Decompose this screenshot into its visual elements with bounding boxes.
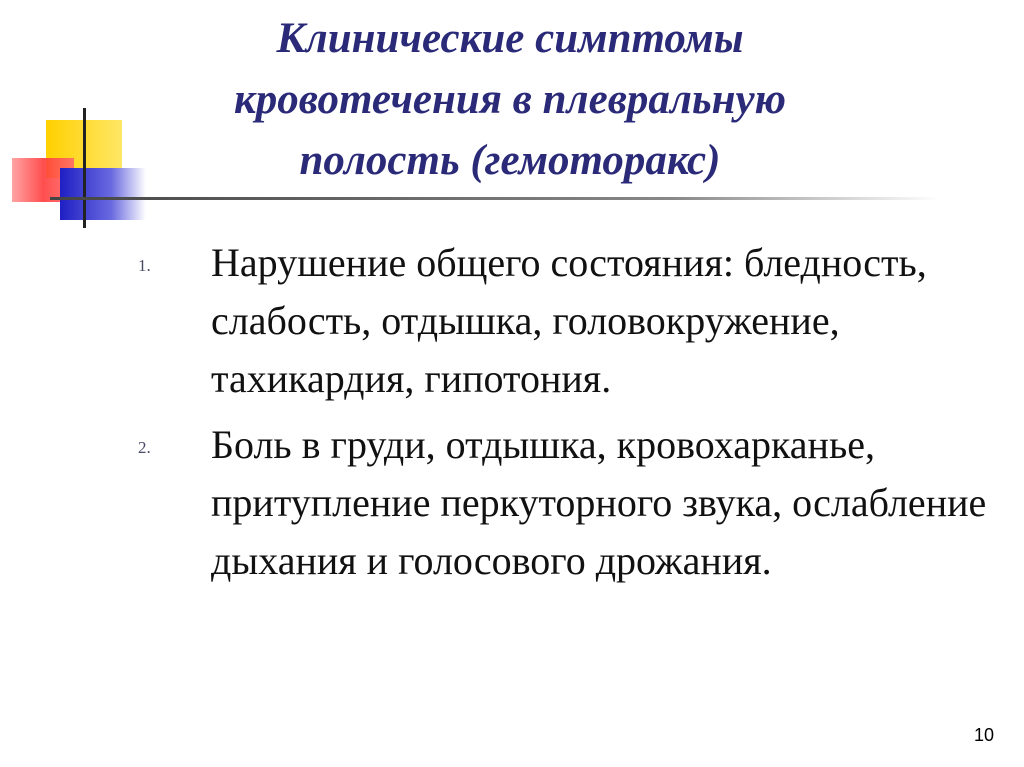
title-line-2: кровотечения в плевральную: [234, 76, 786, 123]
list-item-text: Нарушение общего состояния: бледность, слабость, отдышка, головокружение, тахикардия, гипотония.: [211, 240, 927, 401]
list-item-number: 1.: [138, 256, 151, 275]
symptom-list: [138, 234, 998, 598]
deco-blue-square: [60, 168, 146, 220]
list-item: [138, 234, 998, 408]
title-line-1: Клинические симптомы: [276, 15, 744, 62]
slide-title: [200, 8, 820, 191]
list-item-text: Боль в груди, отдышка, кровохарканье, притупление перкуторного звука, ослабление дыхания и голосового дрожания.: [211, 422, 987, 583]
page-number: 10: [973, 725, 994, 745]
deco-vertical-line: [83, 108, 86, 228]
list-item: [138, 416, 998, 590]
title-line-3: полость (гемоторакс): [299, 137, 721, 184]
title-underline: [50, 197, 940, 200]
list-item-number: 2.: [138, 438, 151, 457]
